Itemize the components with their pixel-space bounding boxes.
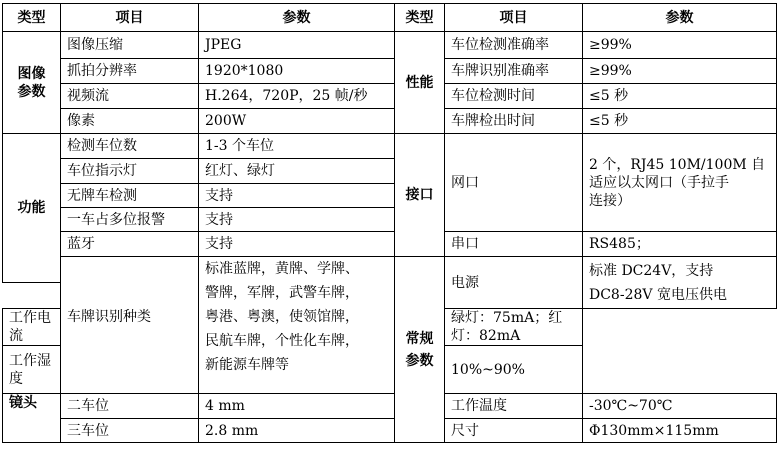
group-general: 常规 参数: [395, 257, 445, 443]
group-performance: 性能: [395, 32, 445, 134]
param-cell: 200W: [199, 109, 395, 134]
param-cell: 2.8 mm: [199, 419, 395, 443]
group-lens: 镜头: [3, 394, 61, 443]
item-cell: 抓拍分辨率: [61, 59, 199, 84]
param-cell: JPEG: [199, 32, 395, 59]
param-cell: 2 个，RJ45 10M/100M 自 适应以太网口（手拉手 连接）: [583, 134, 777, 232]
header-param-right: 参数: [583, 4, 777, 32]
table-row: [3, 394, 777, 419]
param-cell: 标准 DC24V，支持 DC8-28V 宽电压供电: [583, 257, 777, 309]
header-param-left: 参数: [199, 4, 395, 32]
group-interface: 接口: [395, 134, 445, 257]
table-row: [3, 419, 777, 443]
item-cell: 网口: [445, 134, 583, 232]
item-cell: 车位检测准确率: [445, 32, 583, 59]
item-cell: 工作湿度: [3, 346, 61, 394]
item-cell: 工作电流: [3, 309, 61, 346]
item-cell: 无牌车检测: [61, 184, 199, 208]
item-cell: 车位指示灯: [61, 159, 199, 184]
item-cell: 车牌检出时间: [445, 109, 583, 134]
item-cell: 视频流: [61, 84, 199, 109]
item-cell: 蓝牙: [61, 232, 199, 257]
table-row: [3, 232, 777, 257]
param-cell: 绿灯：75mA；红灯：82mA: [445, 309, 583, 346]
param-cell: ≥99%: [583, 32, 777, 59]
table-row: [3, 32, 777, 59]
table-row: [3, 84, 777, 109]
param-cell: ≤5 秒: [583, 109, 777, 134]
param-cell: 10%~90%: [445, 346, 583, 394]
header-item-left: 项目: [61, 4, 199, 32]
param-cell: -30℃~70℃: [583, 394, 777, 419]
group-image: 图像 参数: [3, 32, 61, 134]
item-cell: 工作温度: [445, 394, 583, 419]
param-cell: 标准蓝牌，黄牌、学牌、 警牌，军牌，武警车牌， 粤港、粤澳，使领馆牌， 民航车牌，个性化车牌， 新能源车牌等: [199, 257, 395, 394]
table-row: [3, 59, 777, 84]
item-cell: 三车位: [61, 419, 199, 443]
param-cell: 支持: [199, 208, 395, 232]
item-cell: 串口: [445, 232, 583, 257]
item-cell: 像素: [61, 109, 199, 134]
param-cell: RS485；: [583, 232, 777, 257]
item-cell: 一车占多位报警: [61, 208, 199, 232]
header-type-right: 类型: [395, 4, 445, 32]
header-row: [3, 4, 777, 32]
item-cell: 图像压缩: [61, 32, 199, 59]
param-cell: 4 mm: [199, 394, 395, 419]
item-cell: 二车位: [61, 394, 199, 419]
param-cell: 支持: [199, 184, 395, 208]
spec-table: [2, 3, 777, 443]
param-cell: 红灯、绿灯: [199, 159, 395, 184]
item-cell: 电源: [445, 257, 583, 309]
item-cell: 尺寸: [445, 419, 583, 443]
header-type-left: 类型: [3, 4, 61, 32]
table-row: [3, 109, 777, 134]
param-cell: ≥99%: [583, 59, 777, 84]
table-row: [3, 257, 777, 283]
table-row: [3, 134, 777, 159]
header-item-right: 项目: [445, 4, 583, 32]
param-cell: ≤5 秒: [583, 84, 777, 109]
item-cell: 车牌识别准确率: [445, 59, 583, 84]
param-cell: 1-3 个车位: [199, 134, 395, 159]
param-cell: 1920*1080: [199, 59, 395, 84]
group-function: 功能: [3, 134, 61, 283]
item-cell: 车牌识别种类: [61, 257, 199, 394]
param-cell: Φ130mm×115mm: [583, 419, 777, 443]
param-cell: H.264，720P，25 帧/秒: [199, 84, 395, 109]
item-cell: 检测车位数: [61, 134, 199, 159]
item-cell: 车位检测时间: [445, 84, 583, 109]
param-cell: 支持: [199, 232, 395, 257]
